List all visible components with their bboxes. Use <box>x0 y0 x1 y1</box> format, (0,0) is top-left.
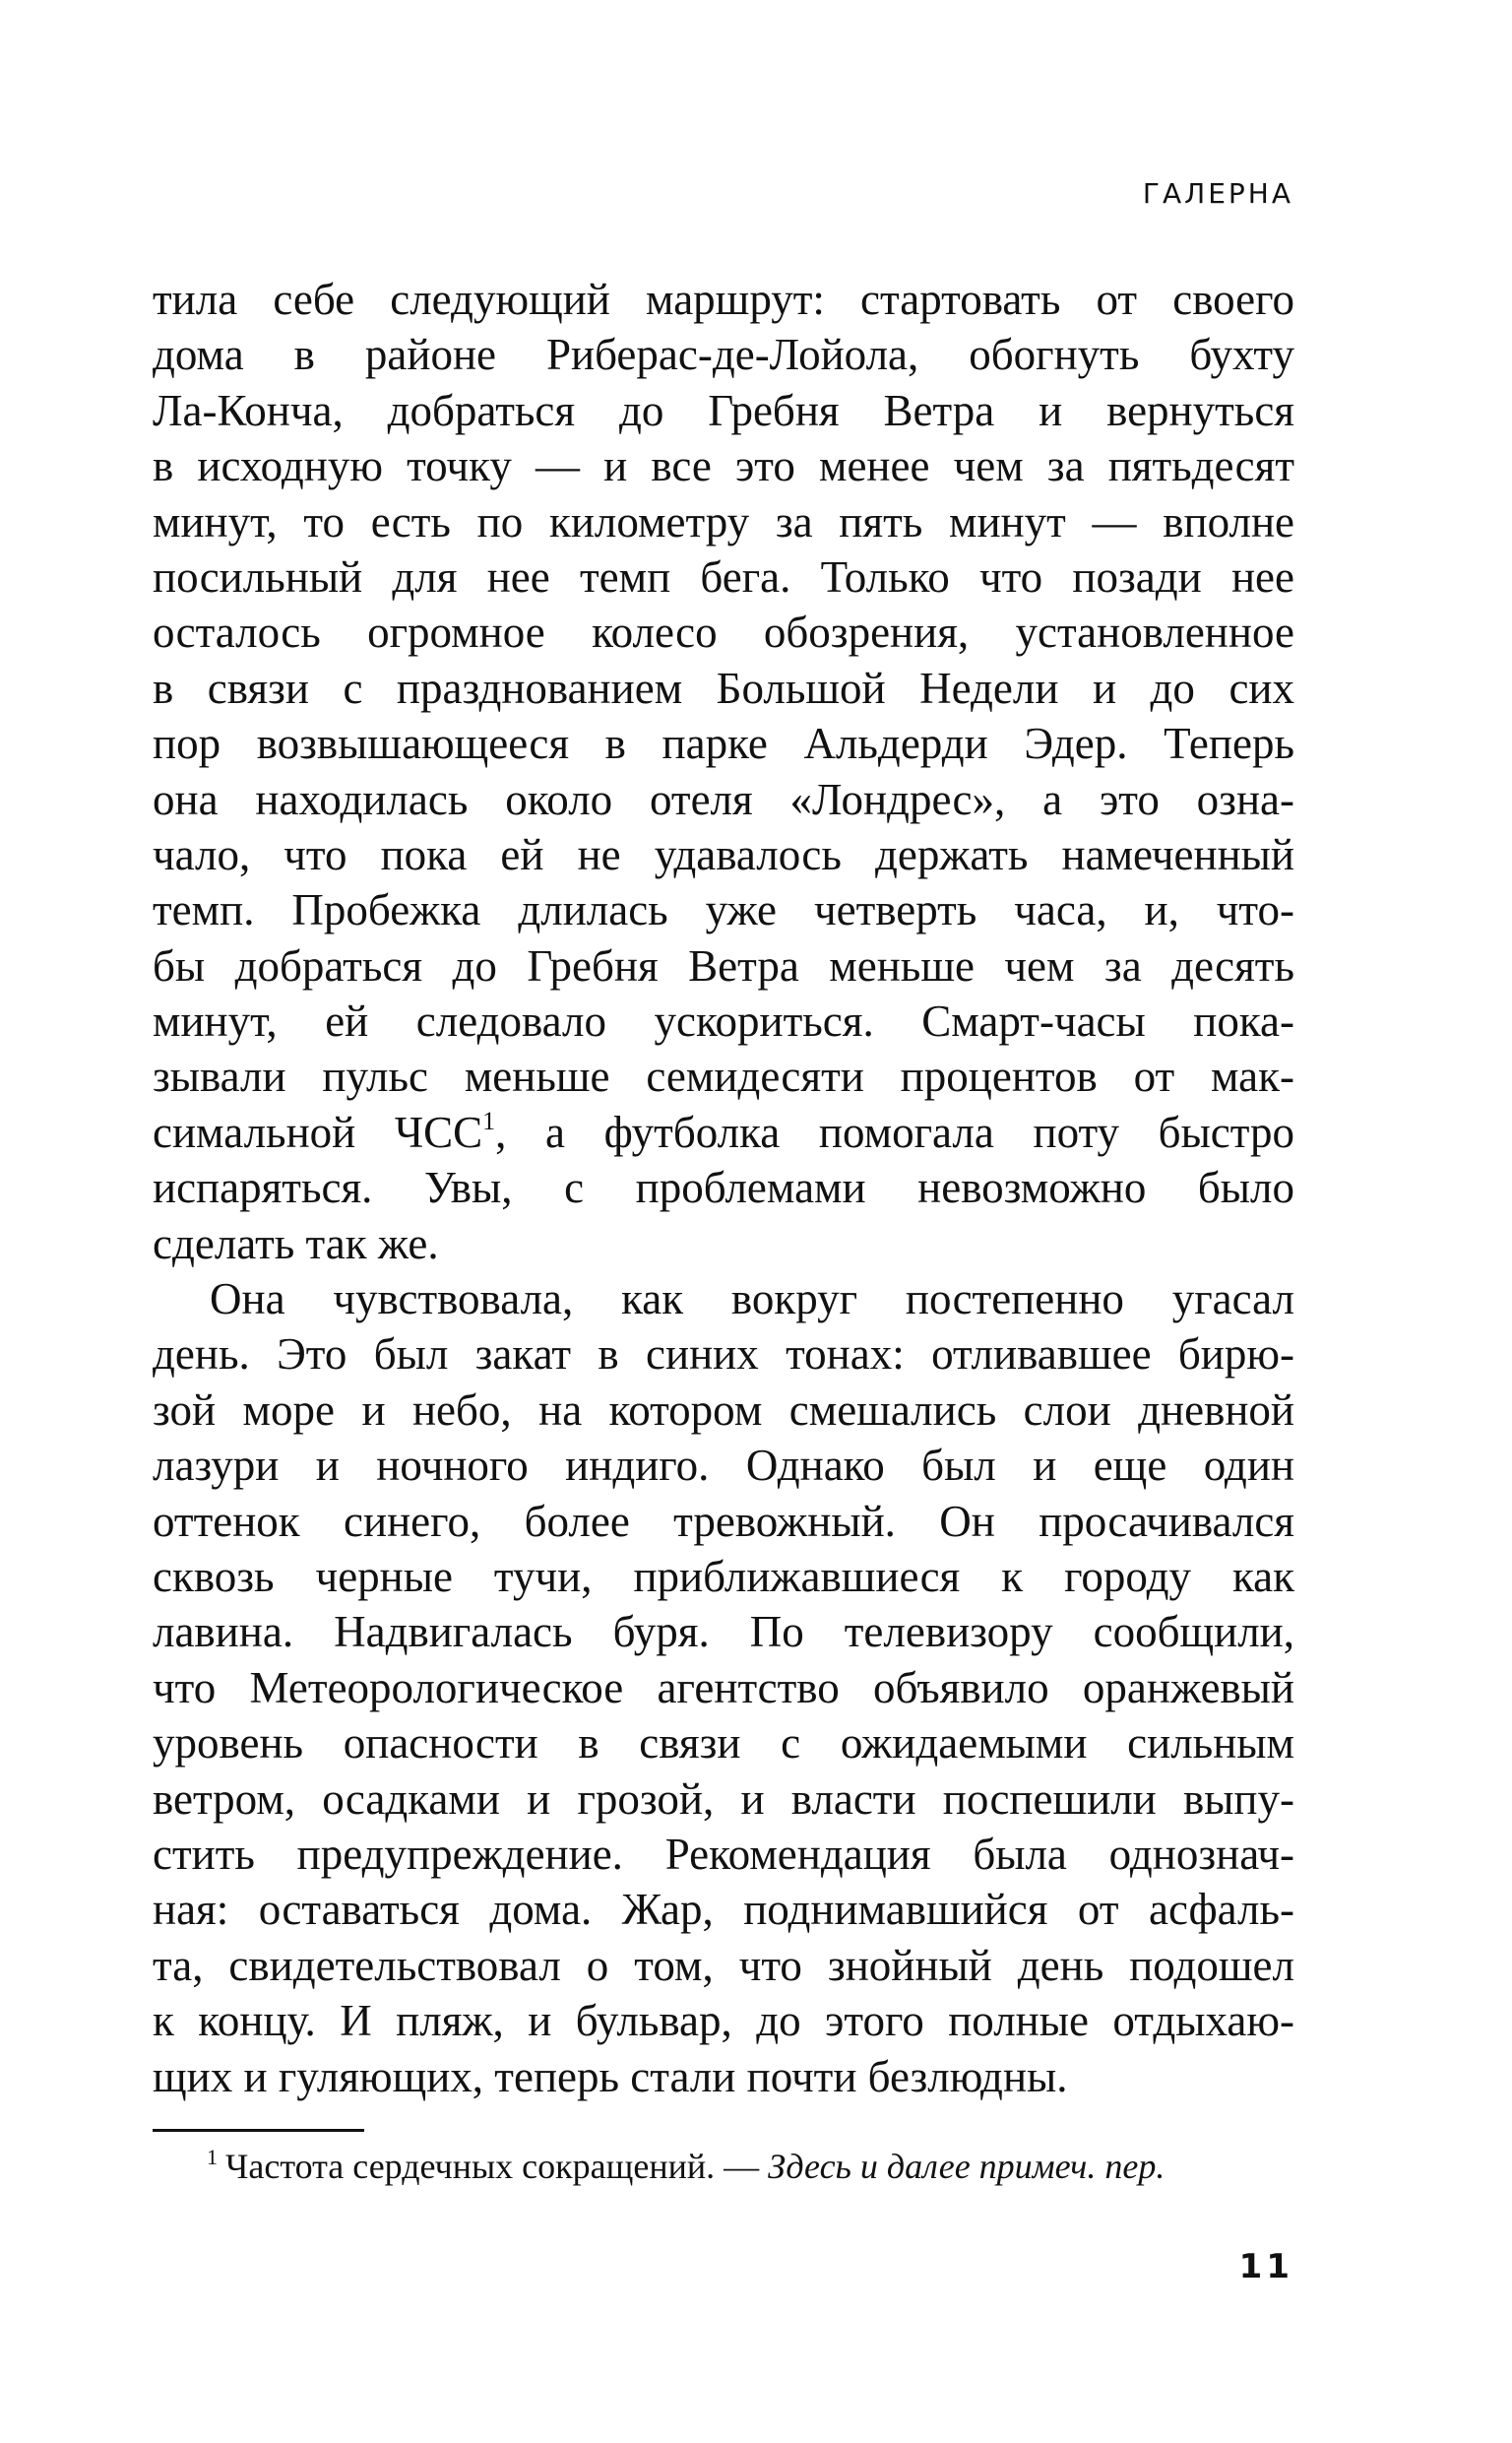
text-line: минут, ей следовало ускориться. Смарт-часы пока- <box>153 996 1294 1047</box>
text-line: темп. Пробежка длилась уже четверть часа, и, что- <box>153 885 1294 935</box>
text-line: день. Это был закат в синих тонах: отливавшее бирю- <box>153 1329 1294 1380</box>
text-line: испаряться. Увы, с проблемами невозможно было <box>153 1163 1294 1213</box>
text-line: чало, что пока ей не удавалось держать намеченный <box>153 829 1294 879</box>
text-line: посильный для нее темп бега. Только что позади нее <box>153 551 1294 602</box>
text-line: сделать так же. <box>153 1218 439 1268</box>
text-line: оттенок синего, более тревожный. Он просачивался <box>153 1496 1294 1546</box>
footnote-divider <box>153 2129 364 2132</box>
text-line: щих и гуляющих, теперь стали почти безлюдны. <box>153 2051 1068 2101</box>
text-line: Ла-Конча, добраться до Гребня Ветра и вернуться <box>153 385 1294 435</box>
text-line: та, свидетельствовал о том, что знойный день подошел <box>153 1940 1294 1990</box>
text-line: к концу. И пляж, и бульвар, до этого полные отдыхаю- <box>153 1996 1294 2046</box>
text-line: бы добраться до Гребня Ветра меньше чем за десять <box>153 940 1294 991</box>
text-line: зывали пульс меньше семидесяти процентов от мак- <box>153 1052 1294 1102</box>
footnote-text: Частота сердечных сокращений. — <box>225 2147 760 2186</box>
text-line: Она чувствовала, как вокруг постепенно угасал <box>210 1274 1294 1324</box>
text-line: в исходную точку — и все это менее чем за пятьдесят <box>153 441 1294 491</box>
text-line: пор возвышающееся в парке Альдерди Эдер. Теперь <box>153 719 1294 769</box>
footnote-italic-text: Здесь и далее примеч. пер. <box>768 2147 1166 2186</box>
text-line-with-footnote <box>153 1105 1294 1160</box>
text-line: зой море и небо, на котором смешались слои дневной <box>153 1384 1294 1435</box>
text-line: ветром, осадками и грозой, и власти поспешили выпу- <box>153 1773 1294 1824</box>
text-line: дома в районе Риберас-де-Лойола, обогнуть бухту <box>153 330 1294 380</box>
body-text <box>153 272 1294 2104</box>
running-head-title: ГАЛЕРНА <box>1142 177 1293 210</box>
footnote <box>207 2145 1299 2187</box>
page-number: 11 <box>1238 2247 1293 2286</box>
text-fragment: симальной ЧСС <box>153 1107 483 1157</box>
text-line: сквозь черные тучи, приближавшиеся к городу как <box>153 1551 1294 1601</box>
text-line: стить предупреждение. Рекомендация была однознач- <box>153 1829 1294 1879</box>
footnote-number: 1 <box>207 2145 218 2169</box>
text-line: ная: оставаться дома. Жар, поднимавшийся от асфаль- <box>153 1885 1294 1935</box>
footnote-reference[interactable]: 1 <box>482 1106 496 1135</box>
text-line: в связи с празднованием Большой Недели и до сих <box>153 663 1294 713</box>
text-line: она находилась около отеля «Лондрес», а это озна- <box>153 774 1294 824</box>
text-line: что Метеорологическое агентство объявило оранжевый <box>153 1662 1294 1712</box>
text-line: осталось огромное колесо обозрения, установленное <box>153 608 1294 658</box>
text-fragment: , а футболка помогала поту быстро <box>495 1107 1294 1157</box>
text-line: тила себе следующий маршрут: стартовать от своего <box>153 275 1294 324</box>
text-line: лавина. Надвигалась буря. По телевизору сообщили, <box>153 1607 1294 1657</box>
text-line: минут, то есть по километру за пять минут — вполне <box>153 496 1294 546</box>
text-line: уровень опасности в связи с ожидаемыми сильным <box>153 1718 1294 1768</box>
text-line: лазури и ночного индиго. Однако был и еще один <box>153 1441 1294 1491</box>
